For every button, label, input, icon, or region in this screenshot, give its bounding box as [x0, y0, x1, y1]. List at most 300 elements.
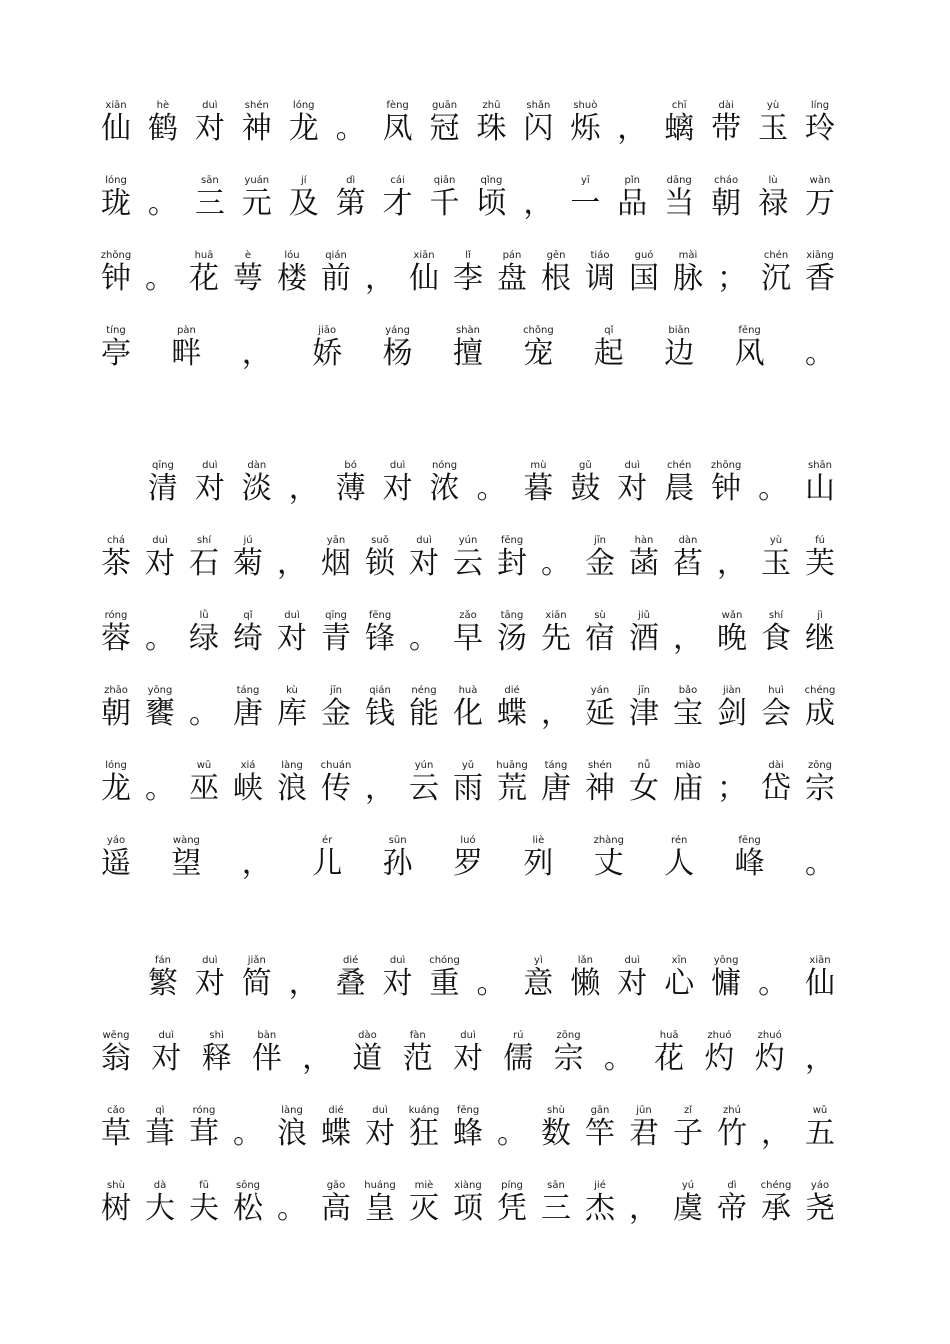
pinyin-annotation: fēng [500, 535, 524, 546]
hanzi-character: 宗 [553, 1041, 584, 1076]
hanzi-character: 承 [761, 1191, 791, 1226]
pinyin-annotation: zhū [482, 100, 501, 111]
glyph-cell [792, 1105, 848, 1161]
verse-line [88, 760, 848, 816]
pinyin-annotation: yōng [147, 685, 173, 696]
hanzi-character: 罗 [453, 846, 483, 881]
verse-line [88, 1030, 848, 1086]
hanzi-character: 浪 [277, 1116, 307, 1151]
hanzi-character: 宿 [585, 621, 615, 656]
hanzi-character: ， [365, 771, 395, 806]
pinyin-annotation: sù [594, 610, 606, 621]
verse-line [88, 325, 848, 381]
glyph-cell [88, 325, 144, 381]
hanzi-character: 巫 [189, 771, 219, 806]
pinyin-annotation: zōng [807, 760, 833, 771]
hanzi-character: 元 [241, 186, 272, 221]
pinyin-annotation: zhàng [593, 835, 624, 846]
pinyin-annotation: zhuó [707, 1030, 732, 1041]
glyph-cell [641, 1030, 697, 1086]
pinyin-annotation: wàn [809, 175, 831, 186]
pinyin-annotation: lóu [284, 250, 300, 261]
pinyin-annotation: gān [590, 1105, 610, 1116]
hanzi-character: 万 [805, 186, 835, 221]
pinyin-annotation: yì [534, 955, 543, 966]
hanzi-character: 释 [201, 1041, 232, 1076]
pinyin-annotation: chǒng [523, 325, 554, 336]
glyph-cell [490, 1030, 546, 1086]
hanzi-character: 君 [629, 1116, 659, 1151]
pinyin-annotation: lóng [105, 175, 127, 186]
pinyin-annotation: dà [153, 1180, 167, 1191]
pinyin-annotation: dài [768, 760, 784, 771]
hanzi-character: 伴 [251, 1041, 282, 1076]
hanzi-character: 繁 [147, 966, 178, 1001]
pinyin-annotation: jiàn [722, 685, 742, 696]
pinyin-annotation: yán [590, 685, 610, 696]
hanzi-character: 品 [617, 186, 648, 221]
pinyin-annotation: yī [580, 175, 590, 186]
hanzi-character: 朝 [711, 186, 742, 221]
verse-line [88, 685, 848, 741]
hanzi-character: 能 [409, 696, 439, 731]
pinyin-annotation: sān [201, 175, 219, 186]
glyph-cell [792, 835, 848, 891]
glyph-cell [792, 1180, 848, 1236]
hanzi-character: 对 [382, 471, 413, 506]
glyph-cell [722, 325, 778, 381]
hanzi-character: 香 [805, 261, 835, 296]
pinyin-annotation: lǜ [199, 610, 209, 621]
hanzi-character: 。 [335, 111, 366, 146]
verse-line [88, 610, 848, 666]
hanzi-character: 绮 [233, 621, 263, 656]
pinyin-annotation: duì [284, 610, 300, 621]
glyph-cell [792, 460, 848, 516]
pinyin-annotation: dàn [678, 535, 698, 546]
hanzi-character: 丈 [593, 846, 624, 881]
hanzi-character: 意 [523, 966, 554, 1001]
hanzi-character: 对 [194, 471, 225, 506]
hanzi-character: 菊 [233, 546, 263, 581]
pinyin-annotation: qì [155, 1105, 165, 1116]
pinyin-annotation: táng [544, 760, 568, 771]
pinyin-annotation: yáo [106, 835, 126, 846]
hanzi-character: 萼 [233, 261, 263, 296]
pinyin-annotation: xiāng [806, 250, 834, 261]
glyph-cell [792, 685, 848, 741]
hanzi-character: 儿 [312, 846, 343, 881]
hanzi-character: 心 [664, 966, 695, 1001]
hanzi-character: 皇 [365, 1191, 395, 1226]
pinyin-annotation: gāo [326, 1180, 346, 1191]
pinyin-annotation: jīn [330, 685, 342, 696]
hanzi-character: 。 [476, 966, 507, 1001]
pinyin-annotation: guān [431, 100, 458, 111]
hanzi-character: 对 [151, 1041, 182, 1076]
hanzi-character: 暮 [523, 471, 554, 506]
hanzi-character: 延 [585, 696, 615, 731]
hanzi-character: 对 [365, 1116, 395, 1151]
hanzi-character: 锁 [365, 546, 395, 581]
pinyin-annotation: yù [769, 535, 783, 546]
hanzi-character: 萏 [673, 546, 703, 581]
hanzi-character: 狂 [409, 1116, 439, 1151]
pinyin-annotation: zōng [556, 1030, 581, 1041]
glyph-cell [229, 835, 285, 891]
pinyin-annotation: shuò [573, 100, 598, 111]
pinyin-annotation: lóng [292, 100, 315, 111]
pinyin-annotation: duì [624, 460, 640, 471]
hanzi-character: 对 [617, 471, 648, 506]
glyph-cell [239, 1030, 295, 1086]
pinyin-annotation: chī [671, 100, 687, 111]
pinyin-annotation: shén [587, 760, 613, 771]
hanzi-character: 脉 [673, 261, 703, 296]
pinyin-annotation: wǔ [812, 1105, 828, 1116]
hanzi-character: 对 [617, 966, 648, 1001]
hanzi-character: 峡 [233, 771, 263, 806]
hanzi-character: 朝 [101, 696, 131, 731]
hanzi-character: 蜂 [453, 1116, 483, 1151]
hanzi-character: ， [241, 336, 272, 371]
pinyin-annotation: róng [192, 1105, 216, 1116]
hanzi-character: 传 [321, 771, 351, 806]
hanzi-character: 钱 [365, 696, 395, 731]
glyph-cell [541, 1030, 597, 1086]
hanzi-character: 五 [805, 1116, 835, 1151]
hanzi-character: 茶 [101, 546, 131, 581]
pinyin-annotation: shān [807, 460, 832, 471]
glyph-cell [370, 325, 426, 381]
hanzi-character: ， [629, 1191, 659, 1226]
hanzi-character: 食 [761, 621, 791, 656]
pinyin-annotation: zǎo [459, 610, 477, 621]
pinyin-annotation: rén [670, 835, 688, 846]
hanzi-character: 沉 [761, 261, 791, 296]
hanzi-character: 。 [147, 186, 178, 221]
hanzi-character: 畔 [171, 336, 202, 371]
hanzi-character: 闪 [523, 111, 554, 146]
glyph-cell [792, 610, 848, 666]
hanzi-character: 范 [402, 1041, 433, 1076]
hanzi-character: 一 [570, 186, 601, 221]
hanzi-character: 灭 [409, 1191, 439, 1226]
hanzi-character: 封 [497, 546, 527, 581]
pinyin-annotation: chén [667, 460, 692, 471]
pinyin-annotation: fēng [738, 835, 761, 846]
pinyin-annotation: píng [501, 1180, 523, 1191]
pinyin-annotation: jí [300, 175, 307, 186]
hanzi-character: 成 [805, 696, 835, 731]
pinyin-annotation: è [244, 250, 252, 261]
hanzi-character: 蓉 [101, 621, 131, 656]
hanzi-character: 大 [145, 1191, 175, 1226]
hanzi-character: ， [541, 696, 571, 731]
pinyin-annotation: dì [346, 175, 356, 186]
glyph-cell [189, 1030, 245, 1086]
hanzi-character: 凤 [382, 111, 413, 146]
hanzi-character: ， [277, 546, 307, 581]
pinyin-annotation: yún [414, 760, 434, 771]
hanzi-character: 宠 [523, 336, 554, 371]
hanzi-character: 凭 [497, 1191, 527, 1226]
hanzi-character: 女 [629, 771, 659, 806]
pinyin-annotation: duì [389, 955, 406, 966]
pinyin-annotation: chá [107, 535, 125, 546]
hanzi-character: 继 [805, 621, 835, 656]
hanzi-character: 唐 [541, 771, 571, 806]
pinyin-annotation: tíng [106, 325, 126, 336]
glyph-cell [138, 1030, 194, 1086]
hanzi-character: 津 [629, 696, 659, 731]
hanzi-character: 云 [409, 771, 439, 806]
hanzi-character: 人 [664, 846, 695, 881]
hanzi-character: ， [673, 621, 703, 656]
glyph-cell [510, 835, 566, 891]
hanzi-character: 鼓 [570, 471, 601, 506]
pinyin-annotation: nóng [431, 460, 458, 471]
pinyin-annotation: yú [681, 1180, 695, 1191]
pinyin-annotation: jīn [594, 535, 606, 546]
hanzi-character: 金 [585, 546, 615, 581]
pinyin-annotation: lóng [105, 760, 127, 771]
glyph-cell [158, 325, 214, 381]
hanzi-character: 。 [277, 1191, 307, 1226]
pinyin-annotation: xiān [105, 100, 127, 111]
pinyin-annotation: duì [460, 1030, 476, 1041]
hanzi-character: 钟 [711, 471, 742, 506]
glyph-cell [289, 1030, 345, 1086]
hanzi-character: 龙 [101, 771, 131, 806]
hanzi-character: 。 [189, 696, 219, 731]
hanzi-character: 玉 [758, 111, 789, 146]
hanzi-character: 对 [194, 966, 225, 1001]
hanzi-character: 才 [382, 186, 413, 221]
hanzi-character: 。 [758, 471, 789, 506]
hanzi-character: ， [805, 1041, 835, 1076]
pinyin-annotation: mù [530, 460, 547, 471]
hanzi-character: 晨 [664, 471, 695, 506]
hanzi-character: 带 [711, 111, 742, 146]
hanzi-character: 茸 [189, 1116, 219, 1151]
hanzi-character: 草 [101, 1116, 131, 1151]
hanzi-character: 望 [171, 846, 202, 881]
hanzi-character: 盘 [497, 261, 527, 296]
hanzi-character: 岱 [761, 771, 791, 806]
hanzi-character: 菡 [629, 546, 659, 581]
hanzi-character: 浓 [429, 471, 460, 506]
glyph-cell [792, 955, 848, 1011]
glyph-cell [792, 325, 848, 381]
pinyin-annotation: jú [243, 535, 253, 546]
pinyin-annotation: shàn [455, 325, 480, 336]
pinyin-annotation: fán [154, 955, 171, 966]
pinyin-annotation: shǎn [526, 100, 551, 111]
verse-line [88, 175, 848, 231]
hanzi-character: ， [302, 1041, 333, 1076]
pinyin-annotation: pán [502, 250, 522, 261]
hanzi-character: 冠 [429, 111, 460, 146]
hanzi-character: 杨 [382, 336, 413, 371]
pinyin-annotation: huì [768, 685, 784, 696]
pinyin-annotation: cái [390, 175, 405, 186]
pinyin-annotation: táng [236, 685, 260, 696]
hanzi-character: 薄 [335, 471, 366, 506]
pinyin-annotation: hàn [634, 535, 654, 546]
hanzi-character: 汤 [497, 621, 527, 656]
pinyin-annotation: bó [344, 460, 357, 471]
pinyin-annotation: dāng [666, 175, 692, 186]
hanzi-character: 李 [453, 261, 483, 296]
glyph-cell [792, 175, 848, 231]
pinyin-annotation: qīng [152, 460, 174, 471]
hanzi-character: 起 [593, 336, 624, 371]
pinyin-annotation: néng [411, 685, 437, 696]
pinyin-annotation: dàn [247, 460, 267, 471]
glyph-cell [88, 1030, 144, 1086]
pinyin-annotation: zhāo [104, 685, 128, 696]
verse-line [88, 1180, 848, 1236]
pinyin-annotation: wàng [172, 835, 200, 846]
glyph-cell [581, 325, 637, 381]
pinyin-annotation: chén [763, 250, 789, 261]
pinyin-annotation: suǒ [371, 535, 389, 546]
pinyin-annotation: shù [107, 1180, 125, 1191]
hanzi-character: 第 [335, 186, 366, 221]
hanzi-character: 三 [194, 186, 225, 221]
pinyin-annotation: dì [727, 1180, 737, 1191]
pinyin-annotation: dào [358, 1030, 377, 1041]
pinyin-annotation: dié [328, 1105, 344, 1116]
hanzi-character: 项 [453, 1191, 483, 1226]
pinyin-annotation: gǔ [578, 460, 592, 471]
pinyin-annotation: duì [152, 535, 168, 546]
pinyin-annotation: rú [513, 1030, 524, 1041]
glyph-cell [722, 835, 778, 891]
hanzi-character: 芙 [805, 546, 835, 581]
glyph-cell [440, 325, 496, 381]
hanzi-character: 先 [541, 621, 571, 656]
glyph-cell [299, 835, 355, 891]
hanzi-character: 石 [189, 546, 219, 581]
pinyin-annotation: fàn [409, 1030, 426, 1041]
verse-line [88, 955, 848, 1011]
hanzi-character: 孙 [382, 846, 413, 881]
hanzi-character: ， [523, 186, 554, 221]
hanzi-character: 会 [761, 696, 791, 731]
pinyin-annotation: wū [196, 760, 212, 771]
hanzi-character: 三 [541, 1191, 571, 1226]
pinyin-annotation: duì [158, 1030, 175, 1041]
pinyin-annotation: yuán [244, 175, 270, 186]
hanzi-character: 调 [585, 261, 615, 296]
hanzi-character: 浪 [277, 771, 307, 806]
pinyin-annotation: yōng [713, 955, 739, 966]
hanzi-character: 饔 [145, 696, 175, 731]
pinyin-annotation: chóng [429, 955, 460, 966]
pinyin-annotation: qǐ [604, 325, 614, 336]
hanzi-character: 金 [321, 696, 351, 731]
pinyin-annotation: sōng [235, 1180, 260, 1191]
hanzi-character: 绿 [189, 621, 219, 656]
glyph-cell [792, 100, 848, 156]
pinyin-annotation: fú [815, 535, 825, 546]
hanzi-character: 龙 [288, 111, 319, 146]
hanzi-character: 锋 [365, 621, 395, 656]
pinyin-annotation: zhú [723, 1105, 741, 1116]
glyph-cell [299, 325, 355, 381]
pinyin-annotation: wēng [102, 1030, 130, 1041]
hanzi-character: 娇 [312, 336, 343, 371]
hanzi-character: 淡 [241, 471, 272, 506]
pinyin-annotation: nǚ [637, 760, 651, 771]
pinyin-annotation: yáng [385, 325, 410, 336]
hanzi-character: 松 [233, 1191, 263, 1226]
pinyin-annotation: zhōng [710, 460, 742, 471]
hanzi-character: 花 [189, 261, 219, 296]
hanzi-character: 蝶 [497, 696, 527, 731]
hanzi-character: 风 [734, 336, 765, 371]
glyph-cell [339, 1030, 395, 1086]
pinyin-annotation: zhuó [757, 1030, 782, 1041]
hanzi-character: 山 [805, 471, 835, 506]
glyph-cell [742, 1030, 798, 1086]
pinyin-annotation: jūn [636, 1105, 652, 1116]
hanzi-character: 青 [321, 621, 351, 656]
hanzi-character: 神 [241, 111, 272, 146]
hanzi-character: 根 [541, 261, 571, 296]
hanzi-character: 。 [145, 771, 175, 806]
pinyin-annotation: jiǎn [247, 955, 266, 966]
pinyin-annotation: pǐn [624, 175, 640, 186]
pinyin-annotation: cháo [714, 175, 739, 186]
pinyin-annotation: mài [678, 250, 698, 261]
hanzi-character: 数 [541, 1116, 571, 1151]
pinyin-annotation: líng [810, 100, 830, 111]
hanzi-character: 前 [321, 261, 351, 296]
pinyin-annotation: bàn [257, 1030, 277, 1041]
hanzi-character: 擅 [453, 336, 483, 371]
pinyin-annotation: làng [281, 1105, 303, 1116]
pinyin-annotation: róng [104, 610, 128, 621]
hanzi-character: 荒 [497, 771, 527, 806]
pinyin-annotation: guó [634, 250, 654, 261]
hanzi-character: 楼 [277, 261, 307, 296]
hanzi-character: 灼 [754, 1041, 785, 1076]
hanzi-character: 树 [101, 1191, 131, 1226]
pinyin-annotation: hè [156, 100, 170, 111]
hanzi-character: 宗 [805, 771, 835, 806]
hanzi-character: 顷 [476, 186, 507, 221]
pinyin-annotation: jiāo [318, 325, 337, 336]
pinyin-annotation: gēn [546, 250, 566, 261]
pinyin-annotation: sūn [388, 835, 407, 846]
pinyin-annotation: qián [325, 250, 347, 261]
hanzi-character: 。 [603, 1041, 634, 1076]
pinyin-annotation: yān [326, 535, 346, 546]
glyph-cell [651, 835, 707, 891]
pinyin-annotation: shí [196, 535, 212, 546]
hanzi-character: 道 [352, 1041, 383, 1076]
hanzi-character: 简 [241, 966, 272, 1001]
pinyin-annotation: miè [414, 1180, 434, 1191]
pinyin-annotation: pàn [176, 325, 196, 336]
hanzi-character: 仙 [101, 111, 131, 146]
pinyin-annotation: duì [202, 100, 218, 111]
hanzi-character: 庙 [673, 771, 703, 806]
hanzi-character: 珑 [101, 186, 131, 221]
